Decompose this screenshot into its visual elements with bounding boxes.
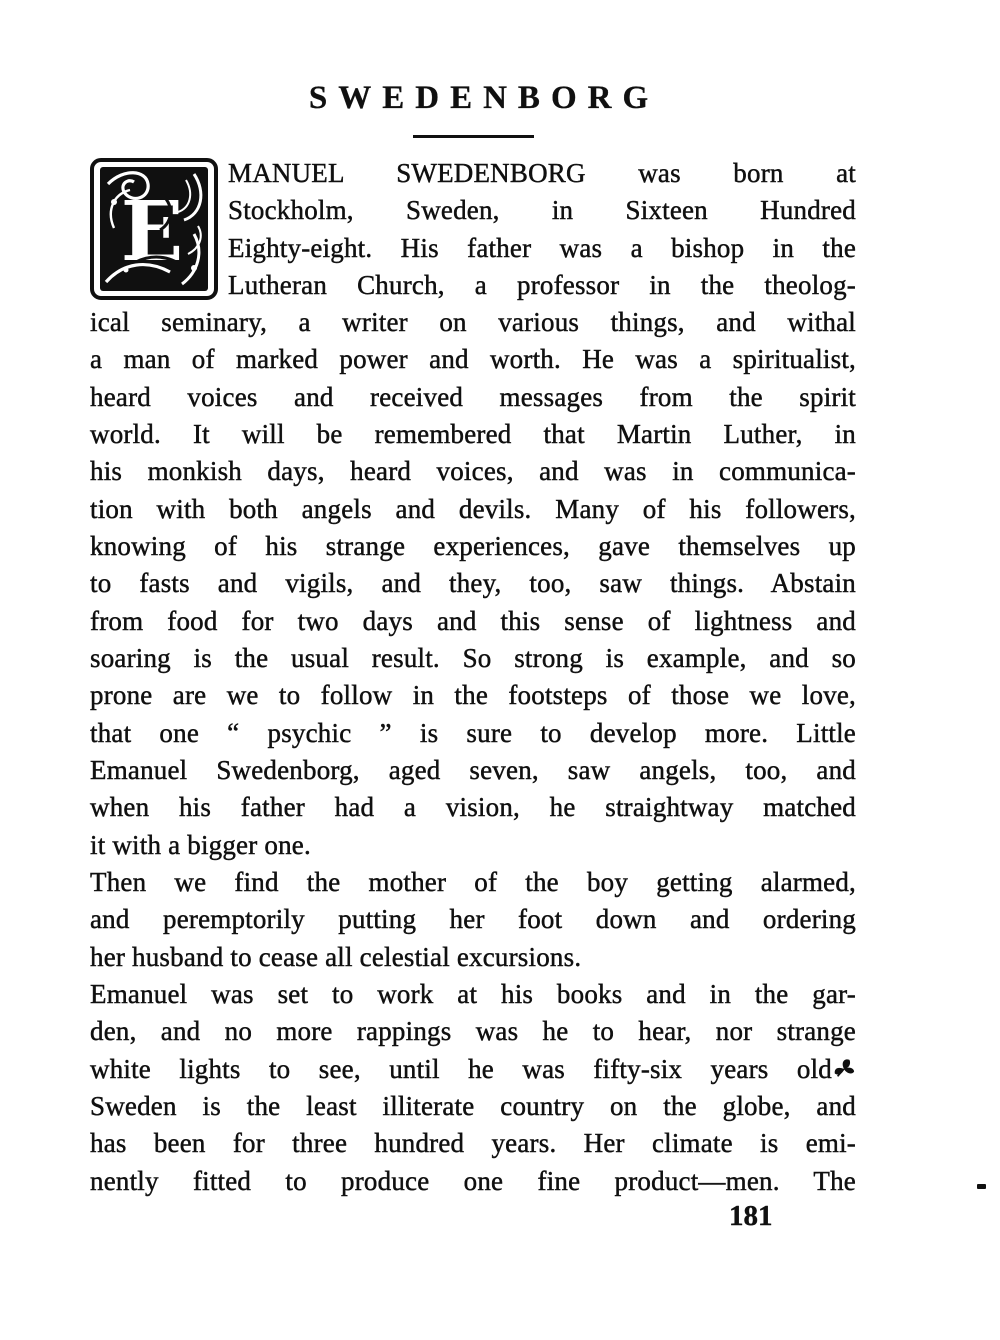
text-line: world. It will be remembered that Martin Luther, in bbox=[90, 418, 856, 449]
text-line-with-ornament bbox=[90, 1051, 856, 1088]
text-line: white lights to see, until he was fifty-six years old bbox=[90, 1053, 832, 1084]
title-rule-wrap bbox=[90, 135, 856, 138]
text-line: and peremptorily putting her foot down and ordering bbox=[90, 904, 856, 935]
text-line: a man of marked power and worth. He was a spiritualist, bbox=[90, 344, 856, 375]
svg-text:E: E bbox=[120, 184, 184, 280]
text-line: MANUEL SWEDENBORG was born at bbox=[228, 158, 856, 188]
dropcap-initial-e bbox=[90, 158, 218, 300]
text-line: soaring is the usual result. So strong is example, and so bbox=[90, 642, 856, 673]
text-line: Sweden is the least illiterate country on the globe, and bbox=[90, 1090, 856, 1121]
page-number: 181 bbox=[729, 1200, 773, 1232]
text-line: ical seminary, a writer on various things, and withal bbox=[90, 307, 856, 337]
dropcap-woodcut-icon bbox=[90, 158, 218, 300]
opening-paragraph-lines bbox=[228, 155, 856, 304]
text-line: Then we find the mother of the boy getting alarmed, bbox=[90, 866, 856, 897]
text-line: from food for two days and this sense of lightness and bbox=[90, 605, 856, 636]
body-text-block bbox=[90, 304, 856, 1200]
text-line: Lutheran Church, a professor in the theolog- bbox=[228, 269, 856, 300]
text-line: prone are we to follow in the footsteps of those we love, bbox=[90, 680, 856, 711]
text-line-paragraph-end: it with a bigger one. bbox=[90, 829, 311, 860]
text-line: nently fitted to produce one fine product—men. The bbox=[90, 1165, 856, 1196]
text-line: to fasts and vigils, and they, too, saw things. Abstain bbox=[90, 568, 856, 599]
fleuron-ornament-icon bbox=[832, 1053, 856, 1090]
text-line: that one “ psychic ” is sure to develop more. Little bbox=[90, 717, 856, 748]
text-line-paragraph-end: her husband to cease all celestial excursions. bbox=[90, 941, 582, 972]
opening-paragraph bbox=[90, 155, 856, 304]
text-line: knowing of his strange experiences, gave themselves up bbox=[90, 530, 856, 561]
text-line: Emanuel Swedenborg, aged seven, saw angels, too, and bbox=[90, 754, 856, 785]
title-divider-rule bbox=[413, 135, 534, 138]
text-line: Stockholm, Sweden, in Sixteen Hundred bbox=[228, 195, 856, 226]
text-line: when his father had a vision, he straightway matched bbox=[90, 792, 856, 823]
text-line: Emanuel was set to work at his books and in the gar- bbox=[90, 978, 856, 1009]
text-line: his monkish days, heard voices, and was in communica- bbox=[90, 456, 856, 487]
text-line: den, and no more rappings was he to hear, nor strange bbox=[90, 1016, 856, 1047]
page-title: SWEDENBORG bbox=[308, 80, 660, 116]
text-line: has been for three hundred years. Her climate is emi- bbox=[90, 1128, 856, 1159]
text-line: Eighty-eight. His father was a bishop in the bbox=[228, 232, 856, 263]
text-line: heard voices and received messages from the spirit bbox=[90, 381, 856, 412]
text-line: tion with both angels and devils. Many of his followers, bbox=[90, 493, 856, 524]
scan-artifact-mark bbox=[977, 1184, 986, 1189]
